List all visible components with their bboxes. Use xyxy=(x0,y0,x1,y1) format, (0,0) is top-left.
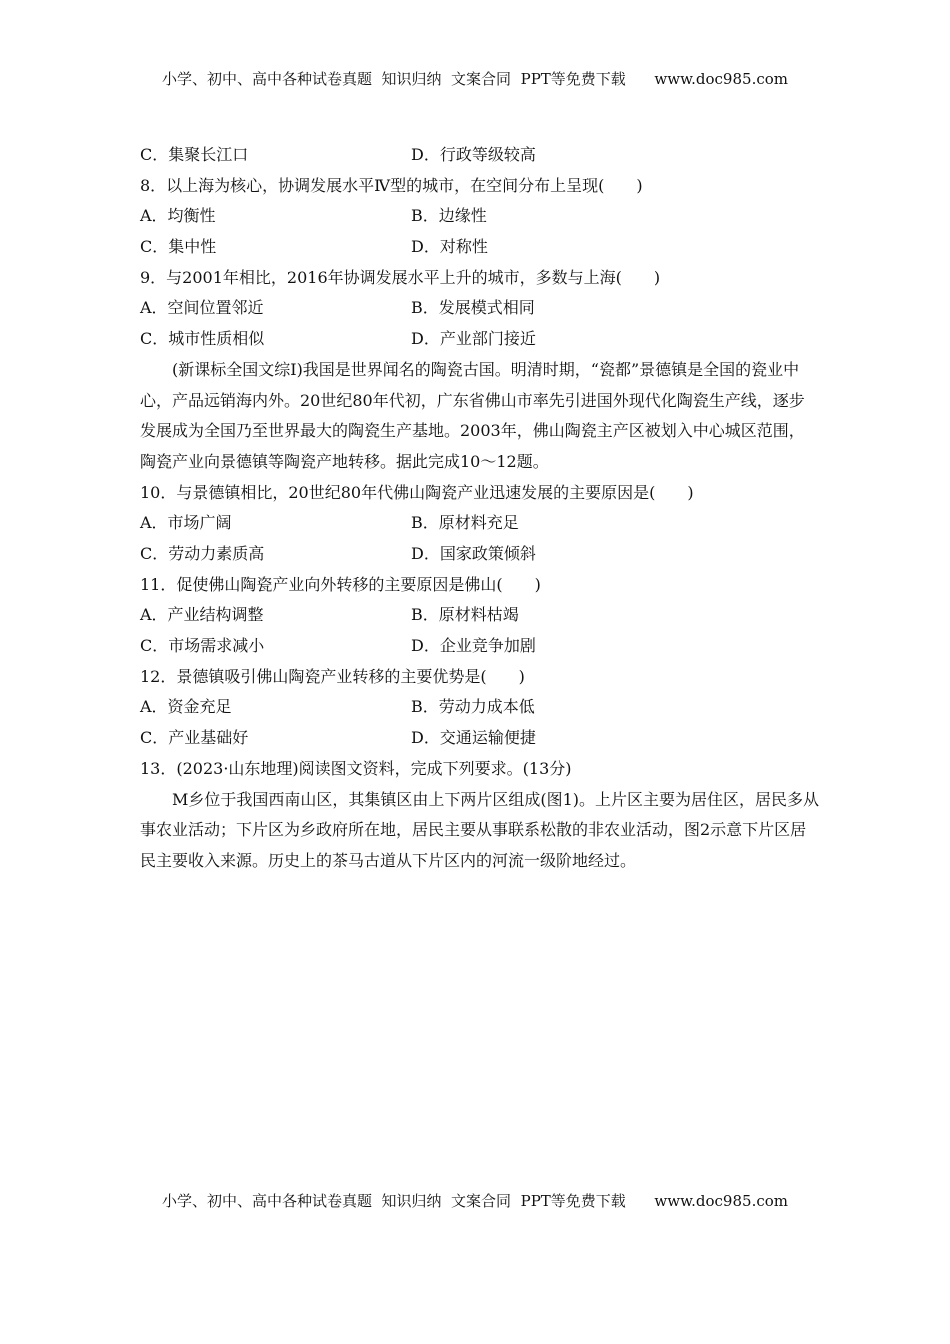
q11-stem: 11．促使佛山陶瓷产业向外转移的主要原因是佛山( ) xyxy=(140,574,541,594)
q8-options-cd xyxy=(140,232,820,263)
page-header: 小学、初中、高中各种试卷真题 知识归纳 文案合同 PPT等免费下载 www.doc985.com xyxy=(161,70,788,88)
q12-stem: 12．景德镇吸引佛山陶瓷产业转移的主要优势是( ) xyxy=(140,666,525,686)
q13-stem: 13．(2023·山东地理)阅读图文资料，完成下列要求。(13分) xyxy=(140,758,572,778)
q10-option-c: C．劳动力素质高 xyxy=(140,544,265,563)
q11-option-a: A．产业结构调整 xyxy=(140,605,264,625)
q12-option-b: B．劳动力成本低 xyxy=(411,697,535,717)
q8-stem: 8．以上海为核心，协调发展水平Ⅳ型的城市，在空间分布上呈现( ) xyxy=(140,175,643,195)
document-body xyxy=(140,140,820,877)
q12-options-ab xyxy=(140,692,820,723)
q11-option-c: C．市场需求减小 xyxy=(140,636,265,656)
q9-options-cd xyxy=(140,324,820,355)
q12-option-a: A．资金充足 xyxy=(140,697,232,717)
q11-options-cd xyxy=(140,631,820,662)
q9-option-c: C．城市性质相似 xyxy=(140,329,265,349)
q9-option-a: A．空间位置邻近 xyxy=(140,298,264,318)
page-footer: 小学、初中、高中各种试卷真题 知识归纳 文案合同 PPT等免费下载 www.doc985.com xyxy=(161,1192,788,1210)
q11-options-ab xyxy=(140,600,820,631)
q9-stem: 9．与2001年相比，2016年协调发展水平上升的城市，多数与上海( ) xyxy=(140,267,661,287)
q10-option-b: B．原材料充足 xyxy=(411,513,519,533)
q11-option-d: D．企业竞争加剧 xyxy=(411,636,536,656)
q10-stem: 10．与景德镇相比，20世纪80年代佛山陶瓷产业迅速发展的主要原因是( ) xyxy=(140,482,694,502)
q10-option-d: D．国家政策倾斜 xyxy=(411,544,536,563)
q8-option-d: D．对称性 xyxy=(411,237,488,257)
q10-options-ab xyxy=(140,508,820,539)
q11-option-b: B．原材料枯竭 xyxy=(411,605,519,625)
q7-option-c: C．集聚长江口 xyxy=(140,145,249,164)
q9-option-d: D．产业部门接近 xyxy=(411,329,536,349)
q9-option-b: B．发展模式相同 xyxy=(411,298,535,318)
q10-option-a: A．市场广阔 xyxy=(140,513,232,533)
q12-options-cd xyxy=(140,723,820,754)
q10-options-cd xyxy=(140,539,820,570)
q12-option-d: D．交通运输便捷 xyxy=(411,728,536,748)
passage-m-township: M乡位于我国西南山区，其集镇区由上下两片区组成(图1)。上片区主要为居住区，居民多从事农业活动；下片区为乡政府所在地，居民主要从事联系松散的非农业活动，图2示意下片区居民主要收入来源。历史上的茶马古道从下片区内的河流一级阶地经过。 xyxy=(140,789,820,870)
q8-options-ab xyxy=(140,201,820,232)
q8-option-a: A．均衡性 xyxy=(140,206,216,226)
q7-options-cd xyxy=(140,140,820,171)
q12-option-c: C．产业基础好 xyxy=(140,728,249,748)
passage-ceramics: (新课标全国文综Ⅰ)我国是世界闻名的陶瓷古国。明清时期，“瓷都”景德镇是全国的瓷业中心，产品远销海内外。20世纪80年代初，广东省佛山市率先引进国外现代化陶瓷生产线，逐步发展成为全国乃至世界最大的陶瓷生产基地。2003年，佛山陶瓷主产区被划入中心城区范围，陶瓷产业向景德镇等陶瓷产地转移。据此完成10～12题。 xyxy=(140,359,805,471)
q7-option-d: D．行政等级较高 xyxy=(411,145,536,164)
q8-option-c: C．集中性 xyxy=(140,237,217,257)
q9-options-ab xyxy=(140,293,820,324)
q8-option-b: B．边缘性 xyxy=(411,206,487,226)
